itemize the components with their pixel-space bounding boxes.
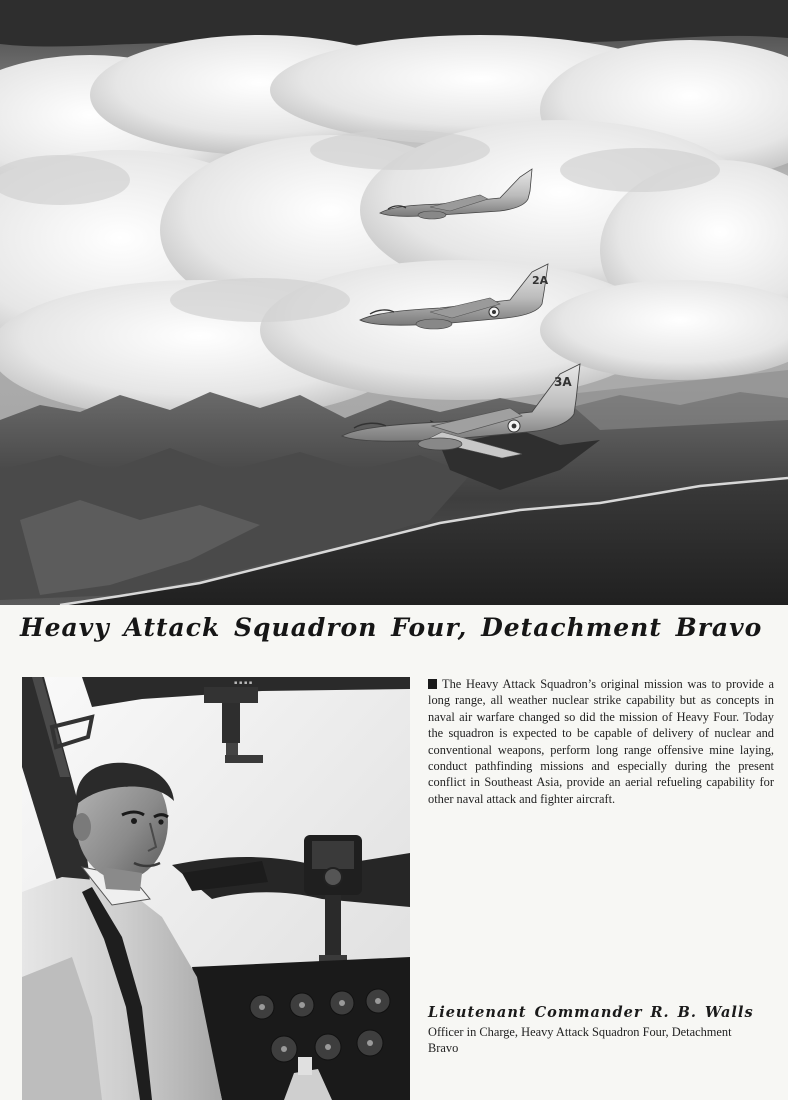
caption-officer-title: Officer in Charge, Heavy Attack Squadron Four, Detachment Bravo bbox=[428, 1025, 732, 1055]
cockpit-portrait-photo bbox=[22, 677, 410, 1100]
tail-code-3a: 3A bbox=[554, 375, 572, 389]
page-headline: Heavy Attack Squadron Four, Detachment Bravo bbox=[20, 613, 763, 642]
paragraph-bullet-icon bbox=[428, 679, 437, 689]
mission-paragraph bbox=[428, 676, 774, 807]
svg-text:▪ ▪ ▪ ▪: ▪ ▪ ▪ ▪ bbox=[234, 680, 253, 686]
caption-officer-name: Lieutenant Commander R. B. Walls bbox=[428, 1004, 754, 1021]
mission-paragraph-text: The Heavy Attack Squadron’s original mission was to provide a long range, all weather nuclear strike capability but as concepts in naval air warfare changed so did the mission of Heavy Four. Today the squadron is expected to be capable of delivery of nuclear and conventional weapons, perform long range offensive mine laying, conduct pathfinding missions and especially during the present conflict in Southeast Asia, provide an aerial refueling capability for other naval attack and fighter aircraft. bbox=[428, 677, 774, 806]
tail-code-2a: 2A bbox=[532, 274, 549, 287]
